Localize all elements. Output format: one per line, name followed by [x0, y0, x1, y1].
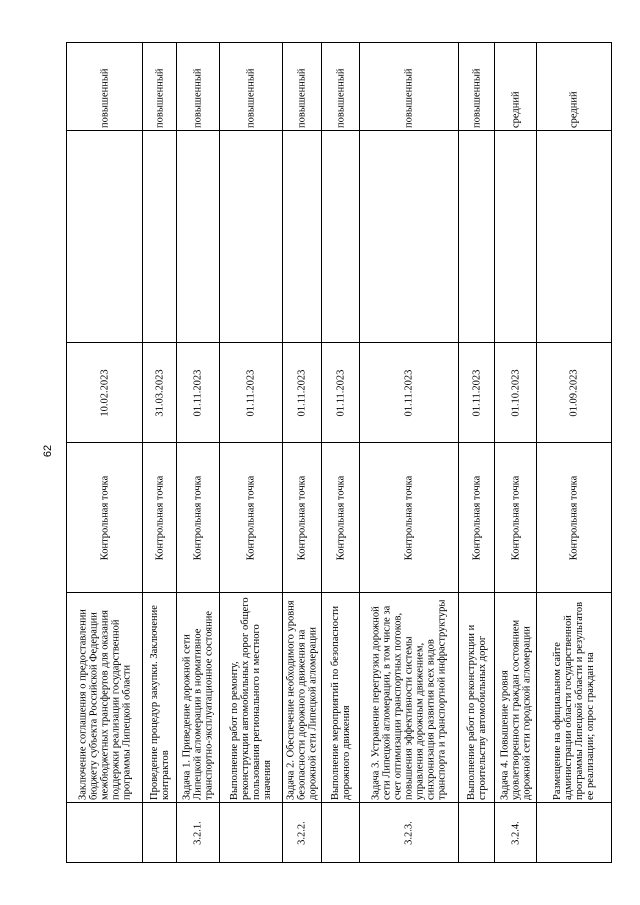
name-text: Выполнение мероприятий по безопасности дорожного движения: [329, 605, 352, 800]
cell-type: [142, 442, 177, 593]
cell-num: [219, 802, 283, 863]
cell-level: [66, 42, 143, 131]
cell-num: [359, 802, 459, 863]
cell-empty: [142, 130, 177, 343]
cell-type: [321, 442, 360, 593]
cell-empty: [359, 130, 459, 343]
name-text: Выполнение работ по ремонту, реконструкции автомобильных дорог общего пользования регионального и местного значения: [229, 596, 273, 800]
date-text: 01.11.2023: [192, 369, 204, 416]
cell-date: [359, 342, 459, 443]
cell-type: [359, 442, 459, 593]
cell-num: [458, 802, 495, 863]
num-text: 3.2.3.: [403, 820, 415, 845]
cell-num: [282, 802, 322, 863]
date-text: 01.11.2023: [471, 369, 482, 416]
type-text: Контрольная точка: [245, 475, 257, 560]
cell-level: [536, 42, 612, 131]
page-number: 62: [42, 444, 54, 458]
cell-level: [458, 42, 495, 131]
name-text: Задача 4. Повышение уровня удовлетворенности граждан состоянием дорожной сети городской агломерации: [499, 619, 532, 800]
name-text: Проведение процедур закупки. Заключение контрактов: [148, 604, 171, 800]
cell-empty: [66, 130, 143, 343]
cell-level: [219, 42, 283, 131]
cell-date: [536, 342, 612, 443]
cell-type: [494, 442, 537, 593]
cell-num: [321, 802, 360, 863]
type-text: Контрольная точка: [192, 475, 204, 560]
cell-level: [176, 42, 220, 131]
data-table: [66, 42, 611, 862]
name-text: Размещение на официальном сайте администрации области государственной программы Липецкой области и результатов ее реализации; опрос граждан на: [552, 601, 596, 800]
type-text: Контрольная точка: [471, 475, 482, 560]
cell-type: [458, 442, 495, 593]
cell-level: [282, 42, 322, 131]
cell-num: [536, 802, 612, 863]
cell-empty: [282, 130, 322, 343]
cell-date: [219, 342, 283, 443]
level-text: средний: [510, 90, 521, 128]
num-text: 3.2.4.: [510, 820, 521, 845]
cell-name: [142, 592, 177, 803]
type-text: Контрольная точка: [335, 475, 346, 560]
cell-num: [66, 802, 143, 863]
cell-empty: [536, 130, 612, 343]
name-text: Заключение соглашения о предоставлении бюджету субъекта Российской Федерации межбюджетных трансфертов для оказания поддержки реализации государственной программы Липецкой области: [77, 608, 132, 800]
date-text: 31.03.2023: [154, 368, 165, 417]
date-text: 01.11.2023: [335, 369, 346, 416]
date-text: 01.11.2023: [296, 369, 308, 416]
cell-level: [142, 42, 177, 131]
cell-num: [176, 802, 220, 863]
num-text: 3.2.2.: [296, 820, 308, 845]
level-text: повышенный: [335, 67, 346, 128]
level-text: повышенный: [192, 67, 204, 128]
level-text: средний: [568, 90, 580, 128]
date-text: 01.09.2023: [568, 368, 580, 417]
name-text: Задача 1. Приведение дорожной сети Липецкой агломерации в нормативное транспортно-эксплуатационное состояние: [181, 610, 215, 800]
cell-date: [142, 342, 177, 443]
cell-type: [282, 442, 322, 593]
level-text: повышенный: [245, 67, 257, 128]
cell-level: [321, 42, 360, 131]
cell-num: [142, 802, 177, 863]
name-text: Выполнение работ по реконструкции и строительству автомобильных дорог: [465, 624, 488, 800]
cell-date: [66, 342, 143, 443]
cell-name: [458, 592, 495, 803]
cell-date: [282, 342, 322, 443]
cell-type: [219, 442, 283, 593]
cell-date: [494, 342, 537, 443]
cell-empty: [176, 130, 220, 343]
cell-name: [66, 592, 143, 803]
date-text: 01.11.2023: [245, 369, 257, 416]
level-text: повышенный: [154, 67, 165, 128]
cell-date: [321, 342, 360, 443]
type-text: Контрольная точка: [296, 475, 308, 560]
cell-date: [176, 342, 220, 443]
cell-name: [321, 592, 360, 803]
name-text: Задача 3. Устранение перегрузки дорожной сети Липецкой агломерации, в том числе за счет оптимизации транспортных потоков, повышения эффективности системы управления дорожным движением, синхронизация развития всех видов транспорта и транспортной инфраструктуры: [370, 599, 448, 800]
cell-type: [66, 442, 143, 593]
level-text: повышенный: [403, 67, 415, 128]
cell-name: [536, 592, 612, 803]
cell-name: [359, 592, 459, 803]
date-text: 01.10.2023: [510, 368, 521, 417]
level-text: повышенный: [99, 67, 110, 128]
name-text: Задача 2. Обеспечение необходимого уровня безопасности дорожного движения на дорожной сети Липецкой агломерации: [285, 599, 319, 800]
cell-date: [458, 342, 495, 443]
cell-name: [176, 592, 220, 803]
type-text: Контрольная точка: [510, 475, 521, 560]
date-text: 10.02.2023: [99, 368, 110, 417]
cell-empty: [219, 130, 283, 343]
cell-empty: [458, 130, 495, 343]
level-text: повышенный: [296, 67, 308, 128]
cell-empty: [321, 130, 360, 343]
cell-level: [494, 42, 537, 131]
cell-name: [494, 592, 537, 803]
cell-type: [176, 442, 220, 593]
cell-level: [359, 42, 459, 131]
type-text: Контрольная точка: [403, 475, 415, 560]
cell-name: [219, 592, 283, 803]
cell-empty: [494, 130, 537, 343]
num-text: 3.2.1.: [192, 820, 204, 845]
cell-type: [536, 442, 612, 593]
type-text: Контрольная точка: [99, 475, 110, 560]
cell-name: [282, 592, 322, 803]
level-text: повышенный: [471, 67, 482, 128]
type-text: Контрольная точка: [568, 475, 580, 560]
type-text: Контрольная точка: [154, 475, 165, 560]
date-text: 01.11.2023: [403, 369, 415, 416]
cell-num: [494, 802, 537, 863]
